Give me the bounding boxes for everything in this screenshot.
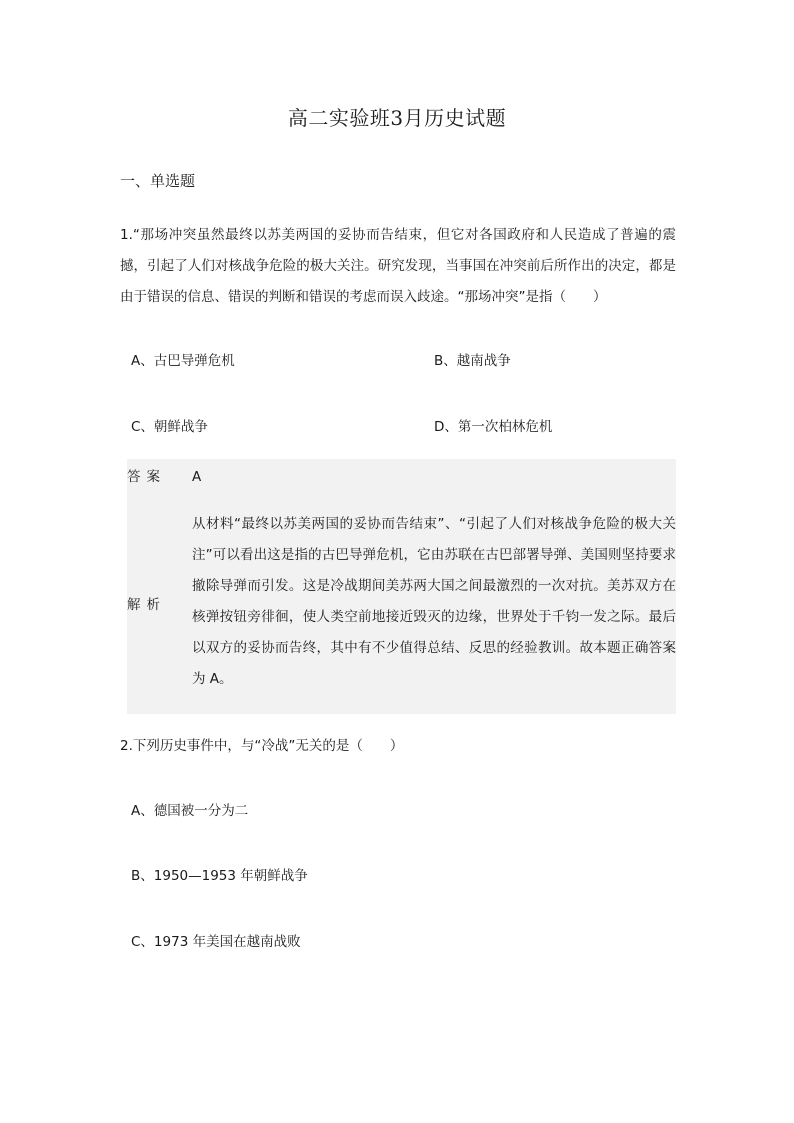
answer-label: 答案 — [127, 469, 166, 485]
section-title: 一、单选题 — [120, 172, 196, 190]
question-2-option-c: C、1973 年美国在越南战败 — [131, 934, 301, 950]
question-1-stem: 1.“那场冲突虽然最终以苏美两国的妥协而告结束，但它对各国政府和人民造成了普遍的震撼，引起了人们对核战争危险的极大关注。研究发现，当事国在冲突前后所作出的决定，都是由于错误的信息、错误的判断和错误的考虑而误入歧途。“那场冲突”是指（ ） — [120, 227, 676, 305]
question-1-option-b: B、越南战争 — [434, 353, 511, 369]
analysis-label: 解析 — [127, 597, 166, 613]
page-title: 高二实验班3月历史试题 — [287, 106, 507, 130]
question-2-option-b: B、1950—1953 年朝鲜战争 — [131, 868, 308, 884]
answer-value: A — [192, 469, 202, 485]
question-1-option-d: D、第一次柏林危机 — [434, 419, 553, 435]
analysis-text: 从材料“最终以苏美两国的妥协而告结束”、“引起了人们对核战争危险的极大关注”可以看出这是指的古巴导弹危机，它由苏联在古巴部署导弹、美国则坚持要求撤除导弹而引发。这是冷战期间美苏两大国之间最激烈的一次对抗。美苏双方在核弹按钮旁徘徊，使人类空前地接近毁灭的边缘，世界处于千钧一发之际。最后以双方的妥协而告终，其中有不少值得总结、反思的经验教训。故本题正确答案为 A。 — [192, 516, 676, 687]
question-1-option-c: C、朝鲜战争 — [131, 419, 208, 435]
question-2-stem: 2.下列历史事件中，与“冷战”无关的是（ ） — [120, 738, 404, 754]
question-1-option-a: A、古巴导弹危机 — [131, 353, 235, 369]
question-2-option-a: A、德国被一分为二 — [131, 803, 249, 819]
